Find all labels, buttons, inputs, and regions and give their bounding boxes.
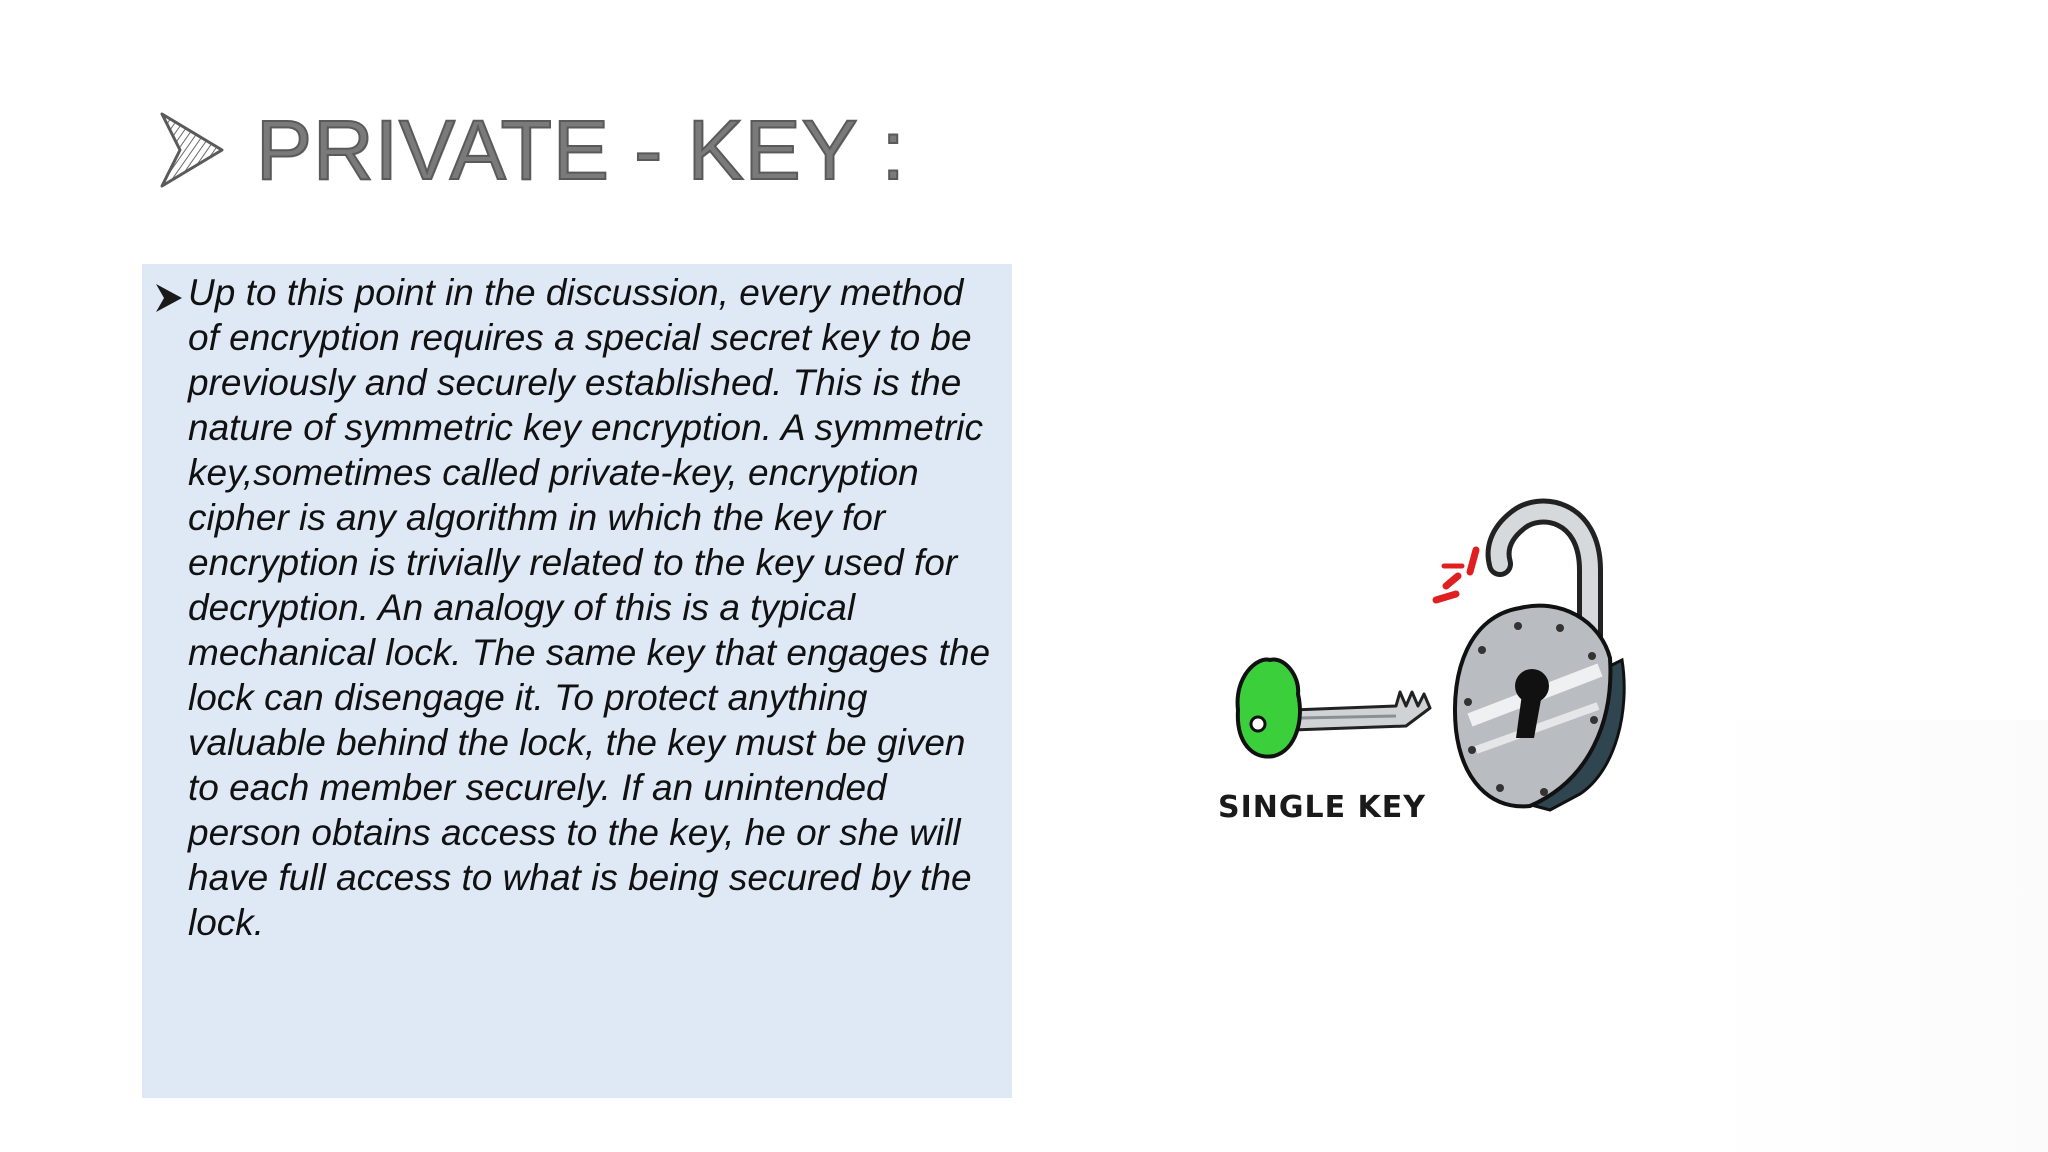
key-and-lock-illustration — [1200, 480, 1760, 840]
page-title: PRIVATE - KEY : — [256, 102, 906, 197]
arrow-bullet-icon — [160, 112, 224, 188]
bullet-paragraph — [154, 270, 1004, 945]
arrow-bullet-icon — [154, 282, 184, 314]
open-padlock-icon — [1436, 512, 1624, 810]
body-text: Up to this point in the discussion, every method of encryption requires a special secret key to be previously and securely established. This is the nature of symmetric key encryption. A symmetric key,sometimes called private-key, encryption cipher is any algorithm in which the key for encryption is trivially related to the key used for decryption. An analogy of this is a typical mechanical lock. The same key that engages the lock can disengage it. To protect anything valuable behind the lock, the key must be given to each member securely. If an unintended person obtains access to the key, he or she will have full access to what is being secured by the lock. — [188, 272, 991, 943]
slide-title — [160, 100, 906, 200]
key-icon — [1238, 659, 1430, 756]
single-key-label: SINGLE KEY — [1218, 790, 1427, 825]
content-box — [142, 264, 1012, 1098]
